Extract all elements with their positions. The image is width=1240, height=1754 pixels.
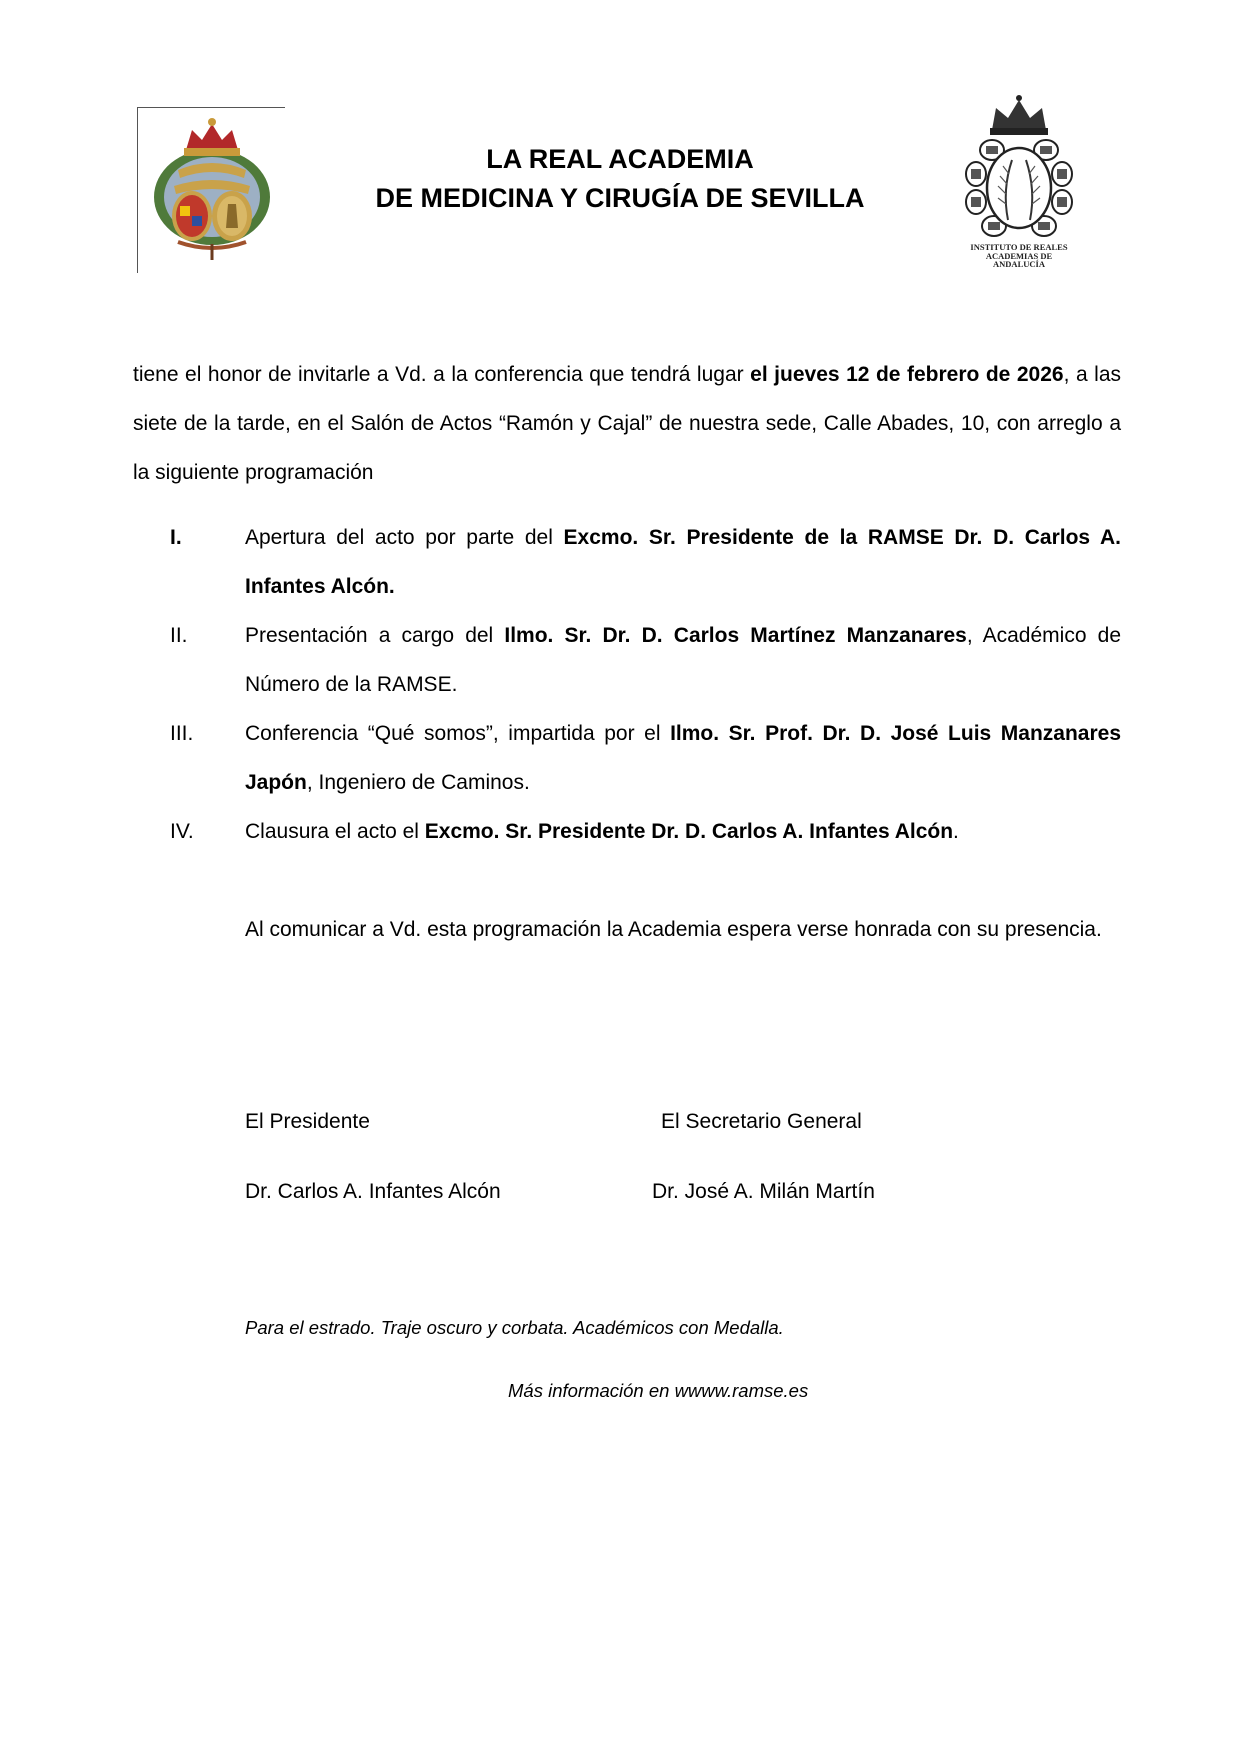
- title-line-1: LA REAL ACADEMIA: [486, 144, 754, 174]
- program-numeral: III.: [170, 722, 194, 745]
- invitation-paragraph: [133, 350, 1121, 497]
- more-info-note: Más información en wwww.ramse.es: [508, 1380, 809, 1401]
- intro-text: tiene el honor de invitarle a Vd. a la conferencia que tendrá lugar: [133, 363, 751, 386]
- secretary-role: El Secretario General: [661, 1110, 862, 1133]
- president-role: El Presidente: [245, 1110, 370, 1133]
- program-text: Clausura el acto el Excmo. Sr. Presidente Dr. D. Carlos A. Infantes Alcón.: [245, 820, 959, 843]
- president-name: Dr. Carlos A. Infantes Alcón: [245, 1180, 501, 1203]
- title-line-2: DE MEDICINA Y CIRUGÍA DE SEVILLA: [375, 183, 865, 213]
- secretary-name: Dr. José A. Milán Martín: [652, 1180, 875, 1203]
- program-text: Presentación a cargo del Ilmo. Sr. Dr. D. Carlos Martínez Manzanares, Académico de Número de la RAMSE.: [245, 624, 1121, 696]
- dress-code-note: Para el estrado. Traje oscuro y corbata. Académicos con Medalla.: [245, 1317, 784, 1338]
- program-text: Apertura del acto por parte del Excmo. Sr. Presidente de la RAMSE Dr. D. Carlos A. Infantes Alcón.: [245, 526, 1121, 598]
- program-speaker: Ilmo. Sr. Dr. D. Carlos Martínez Manzanares: [504, 624, 967, 647]
- program-numeral: IV.: [170, 820, 194, 843]
- program-speaker: Ilmo. Sr. Prof. Dr. D. José Luis Manzanares Japón: [245, 722, 1122, 794]
- academy-title: [300, 140, 940, 218]
- ramse-coat-of-arms-icon: [148, 112, 276, 262]
- intro-location-text: , a las siete de la tarde, en el Salón de Actos “Ramón y Cajal” de nuestra sede, Calle Abades, 10, con arreglo a la siguiente programación: [133, 363, 1121, 484]
- instituto-caption: INSTITUTO DE REALES ACADEMIAS DE ANDALUCÍA: [970, 242, 1068, 269]
- instituto-emblem-icon: [962, 94, 1076, 244]
- event-date: el jueves 12 de febrero de 2026: [750, 363, 1064, 386]
- program-speaker: Excmo. Sr. Presidente Dr. D. Carlos A. Infantes Alcón: [424, 820, 954, 843]
- program-text: Conferencia “Qué somos”, impartida por el Ilmo. Sr. Prof. Dr. D. José Luis Manzanares Japón, Ingeniero de Caminos.: [245, 722, 1122, 794]
- program-speaker: Excmo. Sr. Presidente de la RAMSE Dr. D. Carlos A. Infantes Alcón.: [245, 526, 1121, 598]
- closing-paragraph: Al comunicar a Vd. esta programación la Academia espera verse honrada con su presencia.: [245, 918, 1102, 941]
- program-numeral: I.: [170, 526, 182, 549]
- program-numeral: II.: [170, 624, 188, 647]
